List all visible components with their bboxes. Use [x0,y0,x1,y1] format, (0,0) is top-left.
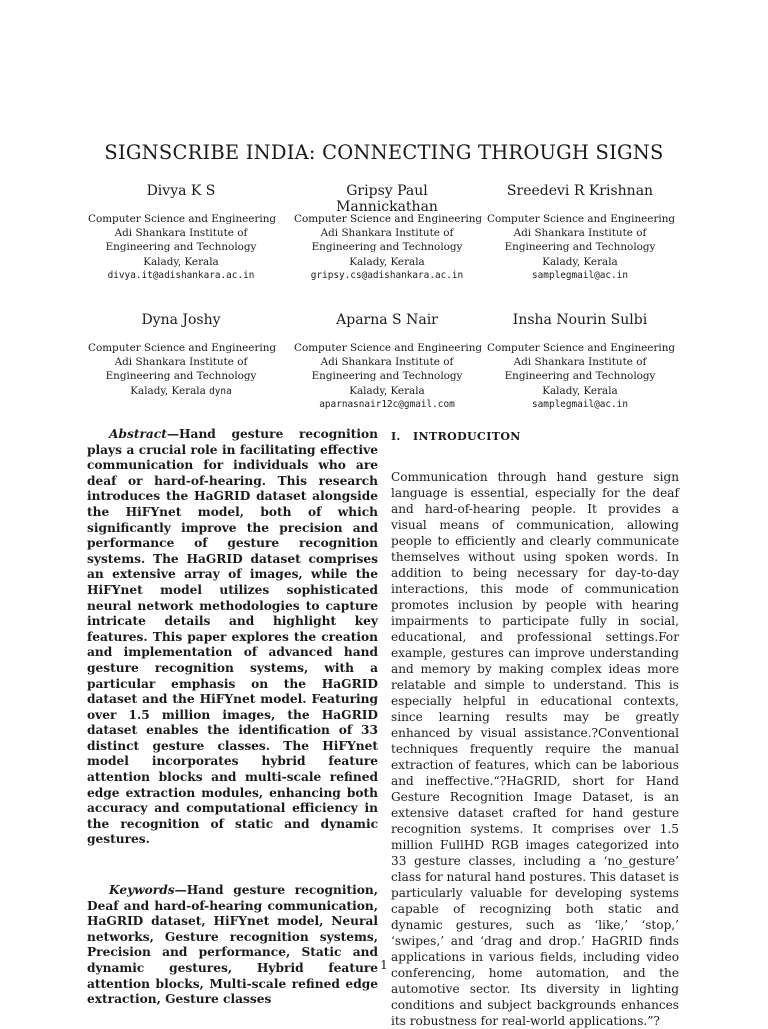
author-name: Dyna Joshy [141,312,221,328]
author-location: Kalady, Kerala [349,384,425,397]
author-block [88,183,277,283]
author-institute: Adi Shankara Institute of [114,227,248,240]
author-location: Kalady, Kerala [542,255,618,268]
author-institute-cont: Engineering and Technology [105,370,257,383]
author-department: Computer Science and Engineering [487,213,676,225]
author-name: Sreedevi R Krishnan [506,183,654,199]
keywords-text: —Hand gesture recognition, Deaf and hard-of-hearing communication, HaGRID dataset, HiFYnet model, Neural networks, Gesture recognition systems, Precision and performance, Static and dynamic gestures, Hybrid feature attention blocks, Multi-scale refined edge extraction, Gesture classes [87,883,378,1007]
section-title: INTRODUCITON [413,430,521,443]
author-email: dyna [209,385,232,397]
left-column [87,427,378,1008]
author-department: Computer Science and Engineering [294,213,483,225]
page-number: 1 [380,958,388,972]
keywords-label: Keywords [109,883,175,898]
author-institute-cont: Engineering and Technology [105,241,257,254]
author-block [487,312,676,412]
keywords-paragraph [87,883,378,1008]
author-location: Kalady, Kerala [542,384,618,397]
abstract-text: —Hand gesture recognition plays a crucial role in facilitating effective communication for individuals who are deaf or hard-of-hearing. This research introduces the HaGRID dataset alongside the HiFYnet model, both of which significantly improve the precision and performance of gesture recognition systems. The HaGRID dataset comprises an extensive array of images, while the HiFYnet model utilizes sophisticated neural network methodologies to capture intricate details and highlight key features. This paper explores the creation and implementation of advanced hand gesture recognition systems, with a particular emphasis on the HaGRID dataset and the HiFYnet model. Featuring over 1.5 million images, the HaGRID dataset enables the identification of 33 distinct gesture classes. The HiFYnet model incorporates hybrid feature attention blocks and multi-scale refined edge extraction modules, enhancing both accuracy and computational efficiency in the recognition of static and dynamic gestures. [87,427,378,847]
author-block [88,312,277,399]
author-block [487,183,676,283]
author-department: Computer Science and Engineering [294,342,483,354]
right-column [391,430,679,1029]
author-name: Gripsy Paul Mannickathan [336,183,438,215]
author-institute-cont: Engineering and Technology [311,370,463,383]
abstract-paragraph [87,427,378,848]
author-department: Computer Science and Engineering [88,213,277,225]
author-email: aparnasnair12c@gmail.com [319,398,455,410]
paper-title: SIGNSCRIBE INDIA: CONNECTING THROUGH SIGNS [104,141,664,164]
author-name: Aparna S Nair [336,312,438,328]
author-institute: Adi Shankara Institute of [114,356,248,369]
author-institute: Adi Shankara Institute of [513,227,647,240]
author-location: Kalady, Kerala [130,384,206,397]
author-block [294,312,483,412]
author-location-email [88,384,274,399]
author-block [294,183,483,283]
section-heading [391,430,679,443]
author-location: Kalady, Kerala [349,255,425,268]
author-name: Divya K S [146,183,216,199]
abstract-label: Abstract [109,427,167,441]
author-name: Insha Nourin Sulbi [512,312,648,328]
author-email: samplegmail@ac.in [532,398,628,410]
author-institute: Adi Shankara Institute of [320,227,454,240]
author-email: gripsy.cs@adishankara.ac.in [310,269,464,281]
author-department: Computer Science and Engineering [487,342,676,354]
author-location: Kalady, Kerala [143,255,219,268]
author-email: samplegmail@ac.in [532,269,628,281]
author-email: divya.it@adishankara.ac.in [107,269,255,281]
author-department: Computer Science and Engineering [88,342,277,354]
introduction-paragraph: Communication through hand gesture sign language is essential, especially for the deaf and hard-of-hearing people. It provides a visual means of communication, allowing people to efficiently and clearly communicate themselves without using spoken words. In addition to being necessary for day-to-day interactions, this mode of communication promotes inclusion by people with hearing impairments to participate fully in social, educational, and professional settings.For example, gestures can improve understanding and memory by making complex ideas more relatable and simple to understand. This is especially helpful in educational contexts, since learning results may be greatly enhanced by visual assistance.?Conventional techniques frequently require the manual extraction of features, which can be laborious and ineffective.“?HaGRID, short for Hand Gesture Recognition Image Dataset, is an extensive dataset crafted for hand gesture recognition systems. It comprises over 1.5 million FullHD RGB images categorized into 33 gesture classes, including a ‘no_gesture’ class for natural hand postures. This dataset is particularly valuable for developing systems capable of recognizing both static and dynamic gestures, such as ‘like,’ ‘stop,’ ‘swipes,’ and ‘drag and drop.’ HaGRID finds applications in various fields, including video conferencing, home automation, and the automotive sector. Its diversity in lighting conditions and subject backgrounds enhances its robustness for real-world applications.”? [391,470,679,1028]
section-number: I. [391,430,401,443]
author-institute: Adi Shankara Institute of [513,356,647,369]
author-institute-cont: Engineering and Technology [504,370,656,383]
author-institute-cont: Engineering and Technology [504,241,656,254]
author-institute: Adi Shankara Institute of [320,356,454,369]
author-institute-cont: Engineering and Technology [311,241,463,254]
